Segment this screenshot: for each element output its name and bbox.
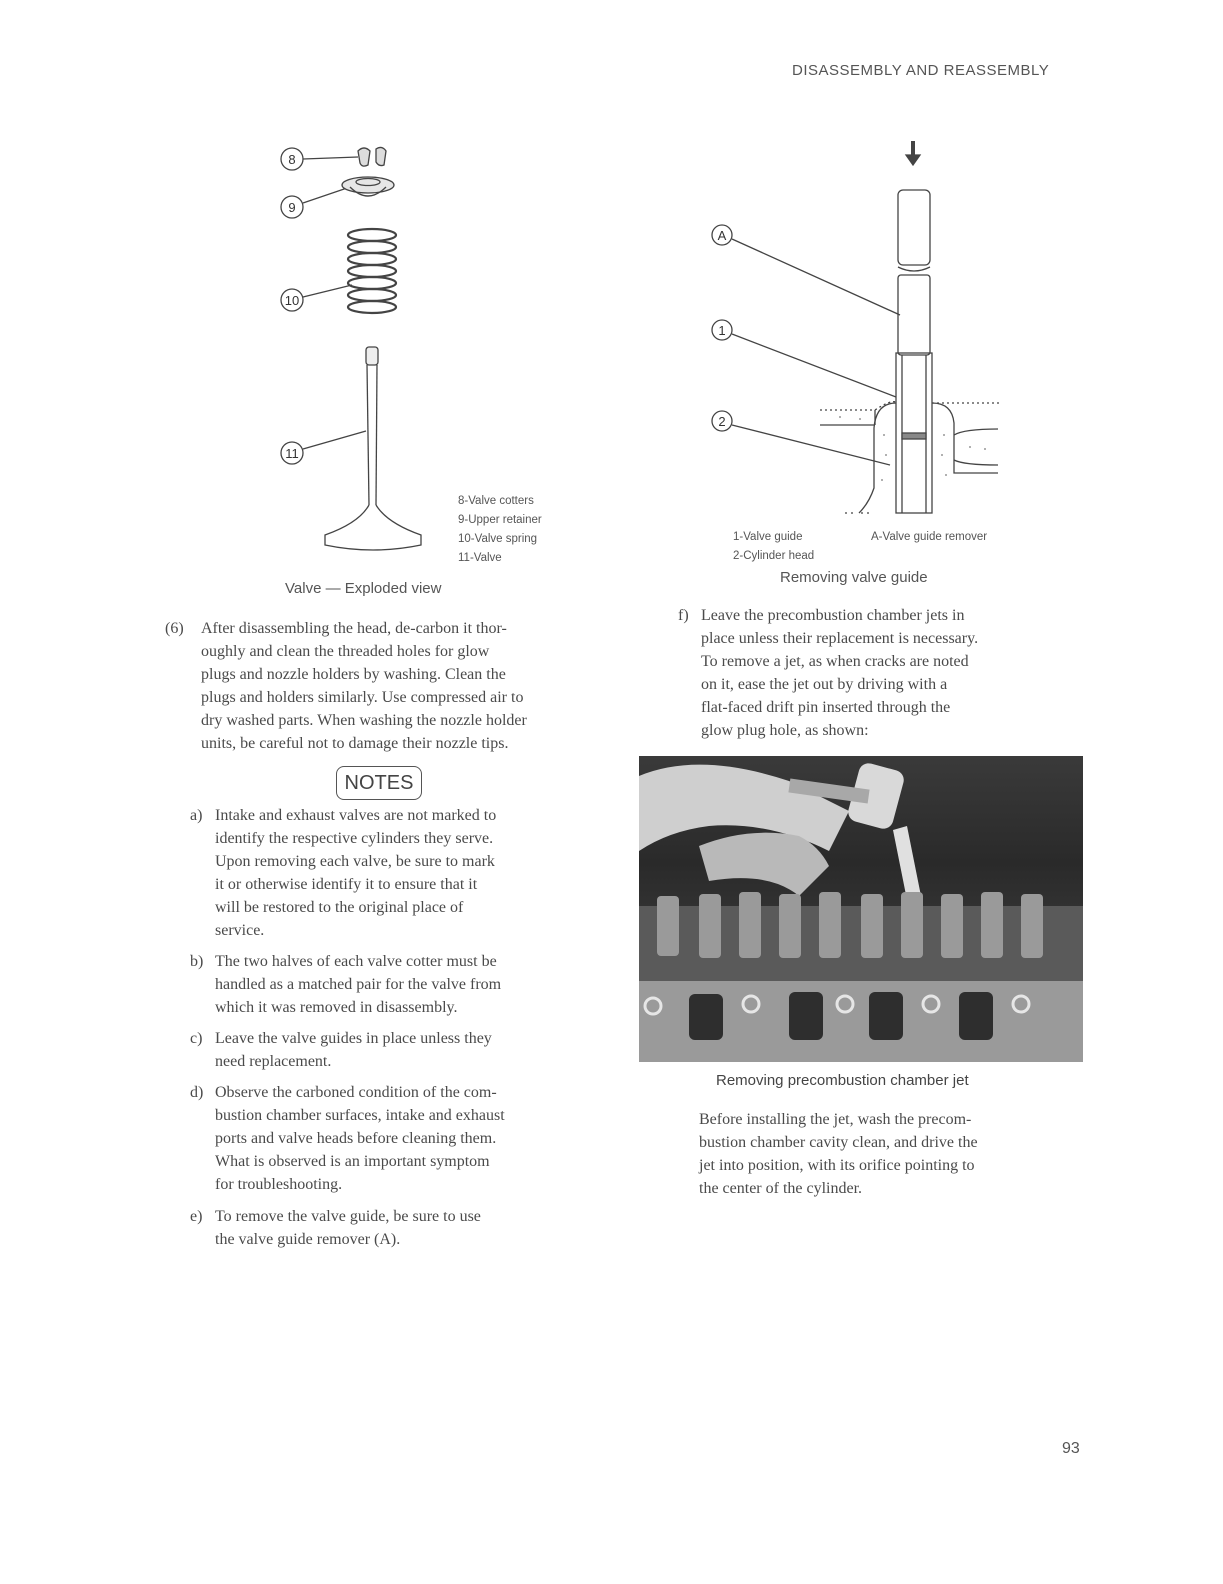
text-line: identify the respective cylinders they serve. [215, 830, 494, 847]
guide-legend-left [733, 528, 814, 566]
text-line: glow plug hole, as shown: [701, 722, 869, 739]
valve-legend [458, 492, 542, 568]
text-line: dry washed parts. When washing the nozzle holder [201, 712, 527, 729]
text-line: handled as a matched pair for the valve from [215, 976, 502, 993]
text-line: oughly and clean the threaded holes for glow [201, 643, 490, 660]
text-line: jet into position, with its orifice pointing to [699, 1157, 975, 1174]
running-header: DISASSEMBLY AND REASSEMBLY [792, 62, 1050, 79]
legend-item: 1-Valve guide [733, 531, 803, 543]
valve-exploded-diagram [270, 135, 450, 575]
legend-item: 8-Valve cotters [458, 495, 534, 507]
text-line: which it was removed in disassembly. [215, 999, 458, 1016]
text-line: Leave the valve guides in place unless they [215, 1030, 492, 1047]
legend-item: 11-Valve [458, 552, 502, 564]
guide-legend-right: A-Valve guide remover [871, 531, 988, 543]
step-6-marker: (6) [165, 620, 184, 637]
text-line: Before installing the jet, wash the precom- [699, 1111, 972, 1128]
note-marker: c) [190, 1030, 203, 1047]
legend-item: 10-Valve spring [458, 533, 538, 545]
note-marker: f) [678, 607, 689, 624]
text-line: will be restored to the original place of [215, 899, 464, 916]
text-line: To remove the valve guide, be sure to use [215, 1208, 481, 1225]
text-line: for troubleshooting. [215, 1176, 343, 1193]
text-line: Intake and exhaust valves are not marked to [215, 807, 497, 824]
callout-9: 9 [288, 200, 296, 215]
guide-figure-caption: Removing valve guide [780, 569, 928, 586]
text-line: need replacement. [215, 1053, 332, 1070]
page-number: 93 [1062, 1440, 1080, 1457]
text-line: What is observed is an important symptom [215, 1153, 490, 1170]
jet-installation-paragraph [699, 1108, 1051, 1200]
text-line: ports and valve heads before cleaning them. [215, 1130, 497, 1147]
notes-label: NOTES [336, 766, 422, 800]
text-line: The two halves of each valve cotter must be [215, 953, 497, 970]
callout-2: 2 [718, 414, 726, 429]
note-marker: b) [190, 953, 204, 970]
text-line: After disassembling the head, de-carbon it thor- [201, 620, 507, 637]
text-line: bustion chamber surfaces, intake and exhaust [215, 1107, 505, 1124]
note-marker: d) [190, 1084, 204, 1101]
text-line: plugs and nozzle holders by washing. Clean the [201, 666, 506, 683]
note-marker: a) [190, 807, 203, 824]
text-line: the center of the cylinder. [699, 1180, 863, 1197]
text-line: Upon removing each valve, be sure to mark [215, 853, 495, 870]
text-line: bustion chamber cavity clean, and drive the [699, 1134, 978, 1151]
text-line: To remove a jet, as when cracks are noted [701, 653, 969, 670]
valve-figure-caption: Valve — Exploded view [285, 580, 442, 597]
callout-a: A [717, 228, 727, 243]
text-line: service. [215, 922, 265, 939]
callout-8: 8 [288, 152, 296, 167]
callout-11: 11 [285, 446, 299, 461]
valve-guide-removal-diagram [700, 135, 1020, 520]
precombustion-jet-photo [639, 756, 1083, 1062]
text-line: flat-faced drift pin inserted through the [701, 699, 951, 716]
callout-10: 10 [284, 293, 300, 308]
legend-item: 9-Upper retainer [458, 514, 542, 526]
text-line: Leave the precombustion chamber jets in [701, 607, 965, 624]
callout-1: 1 [718, 323, 726, 338]
text-line: it or otherwise identify it to ensure that it [215, 876, 478, 893]
photo-caption: Removing precombustion chamber jet [716, 1072, 969, 1089]
text-line: units, be careful not to damage their nozzle tips. [201, 735, 509, 752]
text-line: the valve guide remover (A). [215, 1231, 401, 1248]
legend-item: 2-Cylinder head [733, 550, 815, 562]
text-line: on it, ease the jet out by driving with a [701, 676, 948, 693]
text-line: plugs and holders similarly. Use compressed air to [201, 689, 524, 706]
text-line: place unless their replacement is necessary. [701, 630, 979, 647]
text-line: Observe the carboned condition of the com- [215, 1084, 497, 1101]
note-marker: e) [190, 1208, 203, 1225]
